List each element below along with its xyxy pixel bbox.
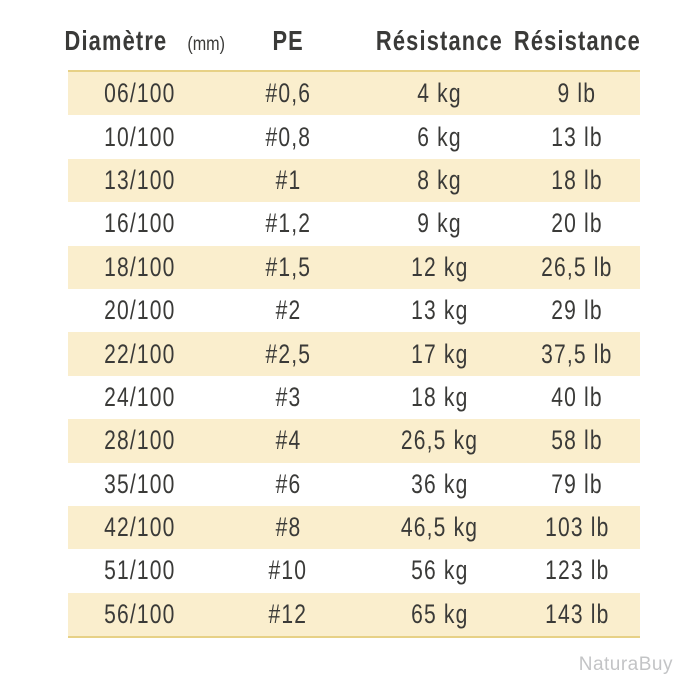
table-cell-text: 51/100 bbox=[103, 555, 176, 586]
table-row bbox=[68, 463, 640, 506]
table-header-row bbox=[64, 22, 641, 60]
table-row bbox=[68, 289, 640, 332]
table-cell-text: 16/100 bbox=[103, 208, 176, 239]
table-row bbox=[68, 72, 640, 115]
table-row bbox=[68, 246, 640, 289]
table-cell-text: 40 lb bbox=[551, 381, 603, 412]
table-cell bbox=[514, 599, 640, 630]
table-cell-text: 123 lb bbox=[544, 555, 610, 586]
table-cell bbox=[514, 295, 640, 326]
table-cell bbox=[211, 599, 365, 630]
table-cell bbox=[211, 512, 365, 543]
table-cell bbox=[365, 599, 514, 630]
table-cell-text: #12 bbox=[268, 598, 308, 629]
table-cell-text: #4 bbox=[275, 425, 302, 456]
table-cell bbox=[68, 425, 211, 456]
table-cell bbox=[211, 208, 365, 239]
table-cell bbox=[68, 252, 211, 283]
table-cell-text: #6 bbox=[275, 468, 302, 499]
table-cell bbox=[365, 252, 514, 283]
table-cell-text: 46,5 kg bbox=[401, 512, 479, 543]
naturabuy-watermark: NaturaBuy bbox=[578, 654, 673, 675]
table-cell bbox=[211, 339, 365, 370]
table-cell-text: 79 lb bbox=[551, 468, 603, 499]
table-cell bbox=[68, 165, 211, 196]
table-cell-text: #0,6 bbox=[265, 78, 312, 109]
table-cell-text: 13 lb bbox=[551, 121, 603, 152]
table-cell bbox=[68, 208, 211, 239]
table-cell bbox=[514, 512, 640, 543]
header-diametre-label: Diamètre bbox=[64, 25, 168, 56]
table-cell-text: 13/100 bbox=[103, 164, 176, 195]
table-cell bbox=[365, 339, 514, 370]
table-cell bbox=[514, 208, 640, 239]
table-row bbox=[68, 419, 640, 462]
table-cell bbox=[365, 425, 514, 456]
table-cell bbox=[68, 78, 211, 109]
table-cell-text: #8 bbox=[275, 512, 302, 543]
table-cell-text: 18 lb bbox=[551, 164, 603, 195]
table-cell bbox=[365, 512, 514, 543]
table-cell bbox=[211, 425, 365, 456]
table-cell-text: #1 bbox=[275, 164, 302, 195]
table-cell-text: 18/100 bbox=[103, 251, 176, 282]
table-row bbox=[68, 376, 640, 419]
table-cell-text: 22/100 bbox=[103, 338, 176, 369]
table-cell-text: #10 bbox=[268, 555, 308, 586]
table-cell-text: 37,5 lb bbox=[541, 338, 613, 369]
table-row bbox=[68, 332, 640, 375]
table-cell-text: 12 kg bbox=[411, 251, 469, 282]
table-cell bbox=[365, 122, 514, 153]
table-row bbox=[68, 549, 640, 592]
table-cell bbox=[514, 165, 640, 196]
table-cell-text: 56 kg bbox=[411, 555, 469, 586]
table-cell-text: 06/100 bbox=[103, 78, 176, 109]
header-pe bbox=[211, 25, 365, 57]
table-cell bbox=[211, 122, 365, 153]
table-cell bbox=[365, 78, 514, 109]
table-cell-text: #2 bbox=[275, 295, 302, 326]
header-resistance-kg bbox=[365, 25, 514, 57]
table-cell-text: 13 kg bbox=[411, 295, 469, 326]
table-row bbox=[68, 506, 640, 549]
table-cell bbox=[365, 165, 514, 196]
spec-table-body bbox=[68, 70, 640, 638]
table-cell bbox=[514, 555, 640, 586]
table-cell-text: #3 bbox=[275, 381, 302, 412]
table-cell-text: 65 kg bbox=[411, 598, 469, 629]
table-cell bbox=[68, 339, 211, 370]
table-cell bbox=[365, 555, 514, 586]
table-cell-text: 36 kg bbox=[411, 468, 469, 499]
table-cell-text: #1,5 bbox=[265, 251, 312, 282]
table-cell bbox=[68, 122, 211, 153]
header-resistance-kg-label: Résistance bbox=[376, 25, 504, 56]
table-cell bbox=[68, 599, 211, 630]
table-row bbox=[68, 202, 640, 245]
table-cell bbox=[68, 555, 211, 586]
table-cell-text: 26,5 kg bbox=[401, 425, 479, 456]
table-cell-text: 10/100 bbox=[103, 121, 176, 152]
table-cell bbox=[365, 208, 514, 239]
table-cell-text: 26,5 lb bbox=[541, 251, 613, 282]
table-cell-text: 35/100 bbox=[103, 468, 176, 499]
table-cell bbox=[211, 555, 365, 586]
table-cell bbox=[211, 165, 365, 196]
table-cell-text: #0,8 bbox=[265, 121, 312, 152]
table-cell bbox=[68, 512, 211, 543]
table-cell bbox=[514, 78, 640, 109]
table-cell bbox=[68, 469, 211, 500]
table-cell-text: #1,2 bbox=[265, 208, 312, 239]
header-pe-label: PE bbox=[272, 25, 304, 56]
table-cell bbox=[514, 339, 640, 370]
table-cell-text: 28/100 bbox=[103, 425, 176, 456]
table-cell bbox=[68, 382, 211, 413]
table-cell bbox=[514, 382, 640, 413]
table-cell-text: 42/100 bbox=[103, 512, 176, 543]
table-cell bbox=[211, 78, 365, 109]
table-cell-text: 4 kg bbox=[417, 78, 463, 109]
table-cell-text: 143 lb bbox=[544, 598, 610, 629]
table-cell-text: 103 lb bbox=[544, 512, 610, 543]
table-cell-text: 20/100 bbox=[103, 295, 176, 326]
table-cell-text: 6 kg bbox=[417, 121, 463, 152]
table-cell-text: #2,5 bbox=[265, 338, 312, 369]
table-cell-text: 17 kg bbox=[411, 338, 469, 369]
table-row bbox=[68, 115, 640, 158]
header-diametre-unit: (mm) bbox=[187, 34, 226, 55]
table-cell bbox=[365, 469, 514, 500]
table-cell bbox=[211, 252, 365, 283]
header-diametre bbox=[64, 25, 226, 57]
table-cell-text: 24/100 bbox=[103, 381, 176, 412]
table-cell-text: 9 lb bbox=[557, 78, 597, 109]
table-cell-text: 58 lb bbox=[551, 425, 603, 456]
table-cell-text: 8 kg bbox=[417, 164, 463, 195]
table-cell bbox=[365, 382, 514, 413]
table-cell-text: 9 kg bbox=[417, 208, 463, 239]
table-cell-text: 20 lb bbox=[551, 208, 603, 239]
table-cell-text: 56/100 bbox=[103, 598, 176, 629]
table-cell bbox=[514, 122, 640, 153]
header-resistance-lb-label: Résistance bbox=[513, 25, 641, 56]
table-row bbox=[68, 159, 640, 202]
table-cell bbox=[514, 252, 640, 283]
table-cell bbox=[68, 295, 211, 326]
table-cell bbox=[514, 425, 640, 456]
table-cell bbox=[365, 295, 514, 326]
table-cell bbox=[514, 469, 640, 500]
table-cell-text: 29 lb bbox=[551, 295, 603, 326]
table-cell bbox=[211, 469, 365, 500]
table-row bbox=[68, 593, 640, 636]
table-cell-text: 18 kg bbox=[411, 381, 469, 412]
table-cell bbox=[211, 295, 365, 326]
table-cell bbox=[211, 382, 365, 413]
header-resistance-lb bbox=[514, 25, 640, 57]
